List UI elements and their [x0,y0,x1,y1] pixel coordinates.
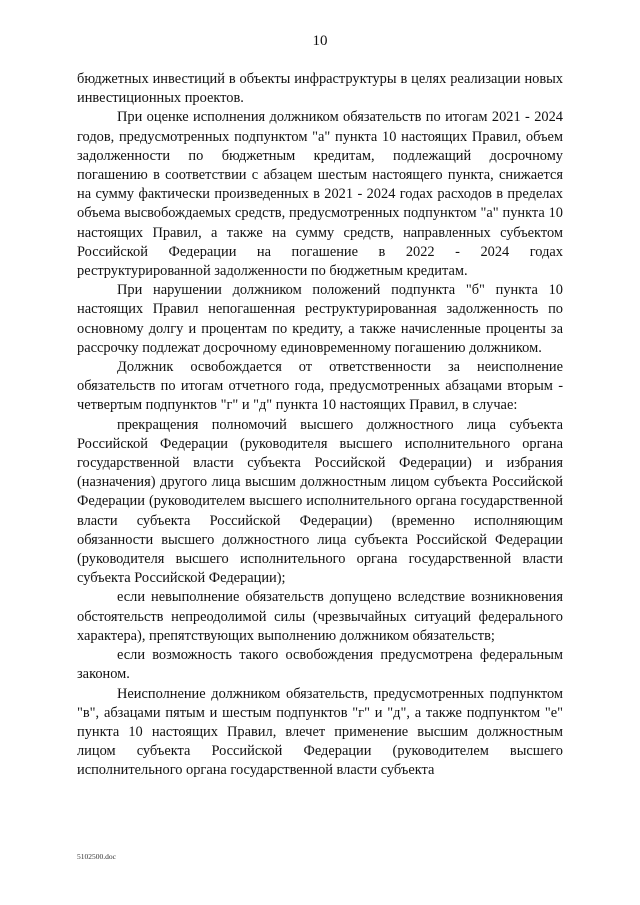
paragraph-force-majeure: если невыполнение обязательств допущено вследствие возникновения обстоятельств непреодолимой силы (чрезвычайных ситуаций федерального характера), препятствующих выполнению должником обязательств; [77,589,563,644]
paragraph-debt-assessment: При оценке исполнения должником обязательств по итогам 2021 - 2024 годов, предусмотренных подпунктом "а" пункта 10 настоящих Правил, объем задолженности по бюджетным кредитам, подлежащий досрочному погашению в соответствии с абзацем шестым настоящего пункта, снижается на сумму фактически произведенных в 2021 - 2024 годах расходов в пределах объема высвобождаемых средств, предусмотренных подпунктом "а" пункта 10 настоящих Правил, а также на сумму средств, направленных субъектом Российской Федерации на погашение в 2022 - 2024 годах реструктурированной задолженности по бюджетным кредитам. [77,109,563,280]
document-filename: 5102500.doc [77,852,116,861]
page-number: 10 [312,33,328,49]
paragraph-continuation: бюджетных инвестиций в объекты инфраструктуры в целях реализации новых инвестиционных проектов. [77,71,563,107]
paragraph-non-fulfillment: Неисполнение должником обязательств, предусмотренных подпунктом "в", абзацами пятым и шестым подпунктов "г" и "д", а также подпунктом "е" пункта 10 настоящих Правил, влечет применение высшим должностным лицом субъекта Российской Федерации (руководителем высшего исполнительного органа государственной власти субъекта [77,685,563,779]
document-body [77,70,563,781]
paragraph-violation: При нарушении должником положений подпункта "б" пункта 10 настоящих Правил непогашенная реструктурированная задолженность по основному долгу и процентам по кредиту, а также начисленные проценты за рассрочку подлежат досрочному единовременному погашению должником. [77,282,563,356]
paragraph-federal-law: если возможность такого освобождения предусмотрена федеральным законом. [77,647,563,683]
paragraph-liability-exemption: Должник освобождается от ответственности за неисполнение обязательств по итогам отчетного года, предусмотренных абзацами вторым - четвертым подпунктов "г" и "д" пункта 10 настоящих Правил, в случае: [77,359,563,414]
paragraph-termination-of-powers: прекращения полномочий высшего должностного лица субъекта Российской Федерации (руководителя высшего исполнительного органа государственной власти субъекта Российской Федерации) и избрания (назначения) другого лица высшим должностным лицом субъекта Российской Федерации (руководителем высшего исполнительного органа государственной власти субъекта Российской Федерации) (временно исполняющим обязанности высшего должностного лица субъекта Российской Федерации (руководителя высшего исполнительного органа государственной власти субъекта Российской Федерации); [77,416,563,587]
